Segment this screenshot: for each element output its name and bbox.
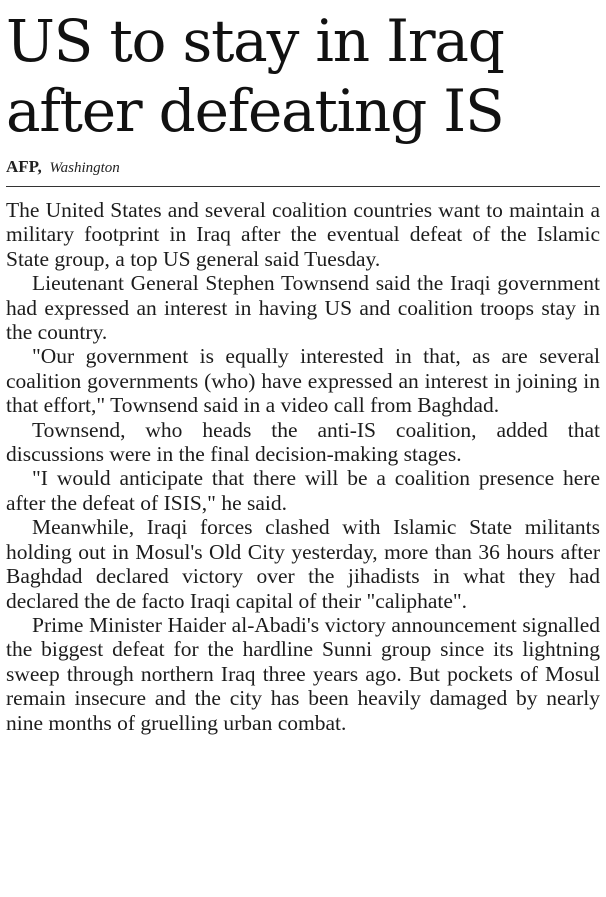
headline-line-1: US to stay in Iraq — [6, 7, 504, 75]
paragraph: Prime Minister Haider al-Abadi's victory announcement signalled the biggest defeat for the hardline Sunni group since its lightning sweep through northern Iraq three years ago. But pockets of Mosul remain insecure and the city has been heavily damaged by nearly nine months of gruelling urban combat. — [6, 612, 600, 735]
byline-dateline: Washington — [49, 160, 120, 176]
headline — [6, 6, 600, 146]
news-article — [6, 6, 600, 735]
paragraph: Lieutenant General Stephen Townsend said the Iraqi government had expressed an interest in having US and coalition troops stay in the country. — [6, 271, 600, 345]
paragraph: Townsend, who heads the anti-IS coalition, added that discussions were in the final decision-making stages. — [6, 417, 600, 467]
byline — [6, 158, 600, 176]
byline-divider — [6, 186, 600, 187]
article-body — [6, 198, 600, 735]
headline-line-2: after defeating IS — [6, 77, 504, 145]
paragraph: The United States and several coalition countries want to maintain a military footprint in Iraq after the eventual defeat of the Islamic State group, a top US general said Tuesday. — [6, 198, 600, 271]
paragraph: Meanwhile, Iraqi forces clashed with Islamic State militants holding out in Mosul's Old City yesterday, more than 36 hours after Baghdad declared victory over the jihadists in what they had declared the de facto Iraqi capital of their "caliphate". — [6, 515, 600, 613]
paragraph: "Our government is equally interested in that, as are several coalition governments (who) have expressed an interest in joining in that effort," Townsend said in a video call from Baghdad. — [6, 344, 600, 418]
byline-agency: AFP, — [6, 157, 42, 176]
paragraph: "I would anticipate that there will be a coalition presence here after the defeat of ISIS," he said. — [6, 466, 600, 515]
